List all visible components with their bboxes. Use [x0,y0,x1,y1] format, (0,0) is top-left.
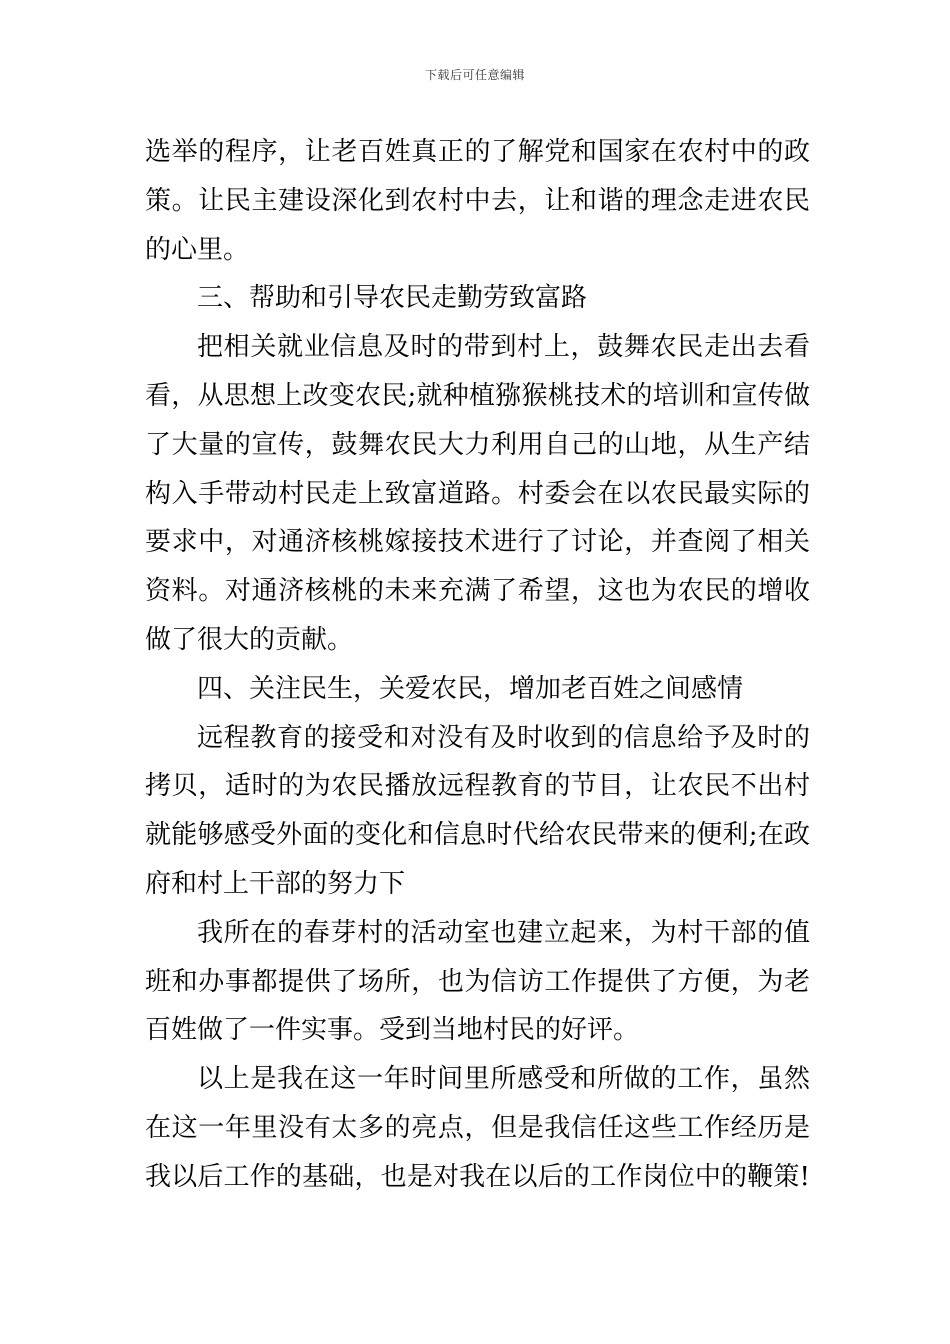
text-line: 府和村上干部的努力下 [145,868,406,899]
text-line: 远程教育的接受和对没有及时收到的信息给予及时的 [197,722,810,753]
text-line: 就能够感受外面的变化和信息时代给农民带来的便利;在政 [145,820,810,851]
text-line: 我所在的春芽村的活动室也建立起来，为村干部的值 [197,917,810,948]
section-heading: 三、帮助和引导农民走勤劳致富路 [197,283,588,314]
page-header: 下载后可任意编辑 [424,68,525,82]
text-line: 以上是我在这一年时间里所感受和所做的工作，虽然 [197,1064,810,1095]
text-line: 构入手带动村民走上致富道路。村委会在以农民最实际的 [145,478,810,509]
text-line: 把相关就业信息及时的带到村上，鼓舞农民走出去看 [197,332,810,363]
text-line: 要求中，对通济核桃嫁接技术进行了讨论，并查阅了相关 [145,527,810,558]
text-line: 班和办事都提供了场所，也为信访工作提供了方便，为老 [145,966,810,997]
text-line: 拷贝，适时的为农民播放远程教育的节目，让农民不出村 [145,771,810,802]
text-line: 选举的程序，让老百姓真正的了解党和国家在农村中的政 [145,137,810,167]
text-line: 我以后工作的基础，也是对我在以后的工作岗位中的鞭策! [145,1161,810,1192]
text-line: 做了很大的贡献。 [145,624,354,655]
text-line: 策。让民主建设深化到农村中去，让和谐的理念走进农民 [145,185,810,216]
text-line: 资料。对通济核桃的未来充满了希望，这也为农民的增收 [145,576,810,607]
text-line: 看，从思想上改变农民;就种植猕猴桃技术的培训和宣传做 [145,380,810,411]
text-line: 了大量的宣传，鼓舞农民大力利用自己的山地，从生产结 [145,429,810,460]
text-line: 百姓做了一件实事。受到当地村民的好评。 [145,1015,640,1046]
text-line: 的心里。 [145,234,250,265]
section-heading: 四、关注民生，关爱农民，增加老百姓之间感情 [197,673,744,704]
text-line: 在这一年里没有太多的亮点，但是我信任这些工作经历是 [145,1112,810,1143]
document-body [145,128,810,1202]
